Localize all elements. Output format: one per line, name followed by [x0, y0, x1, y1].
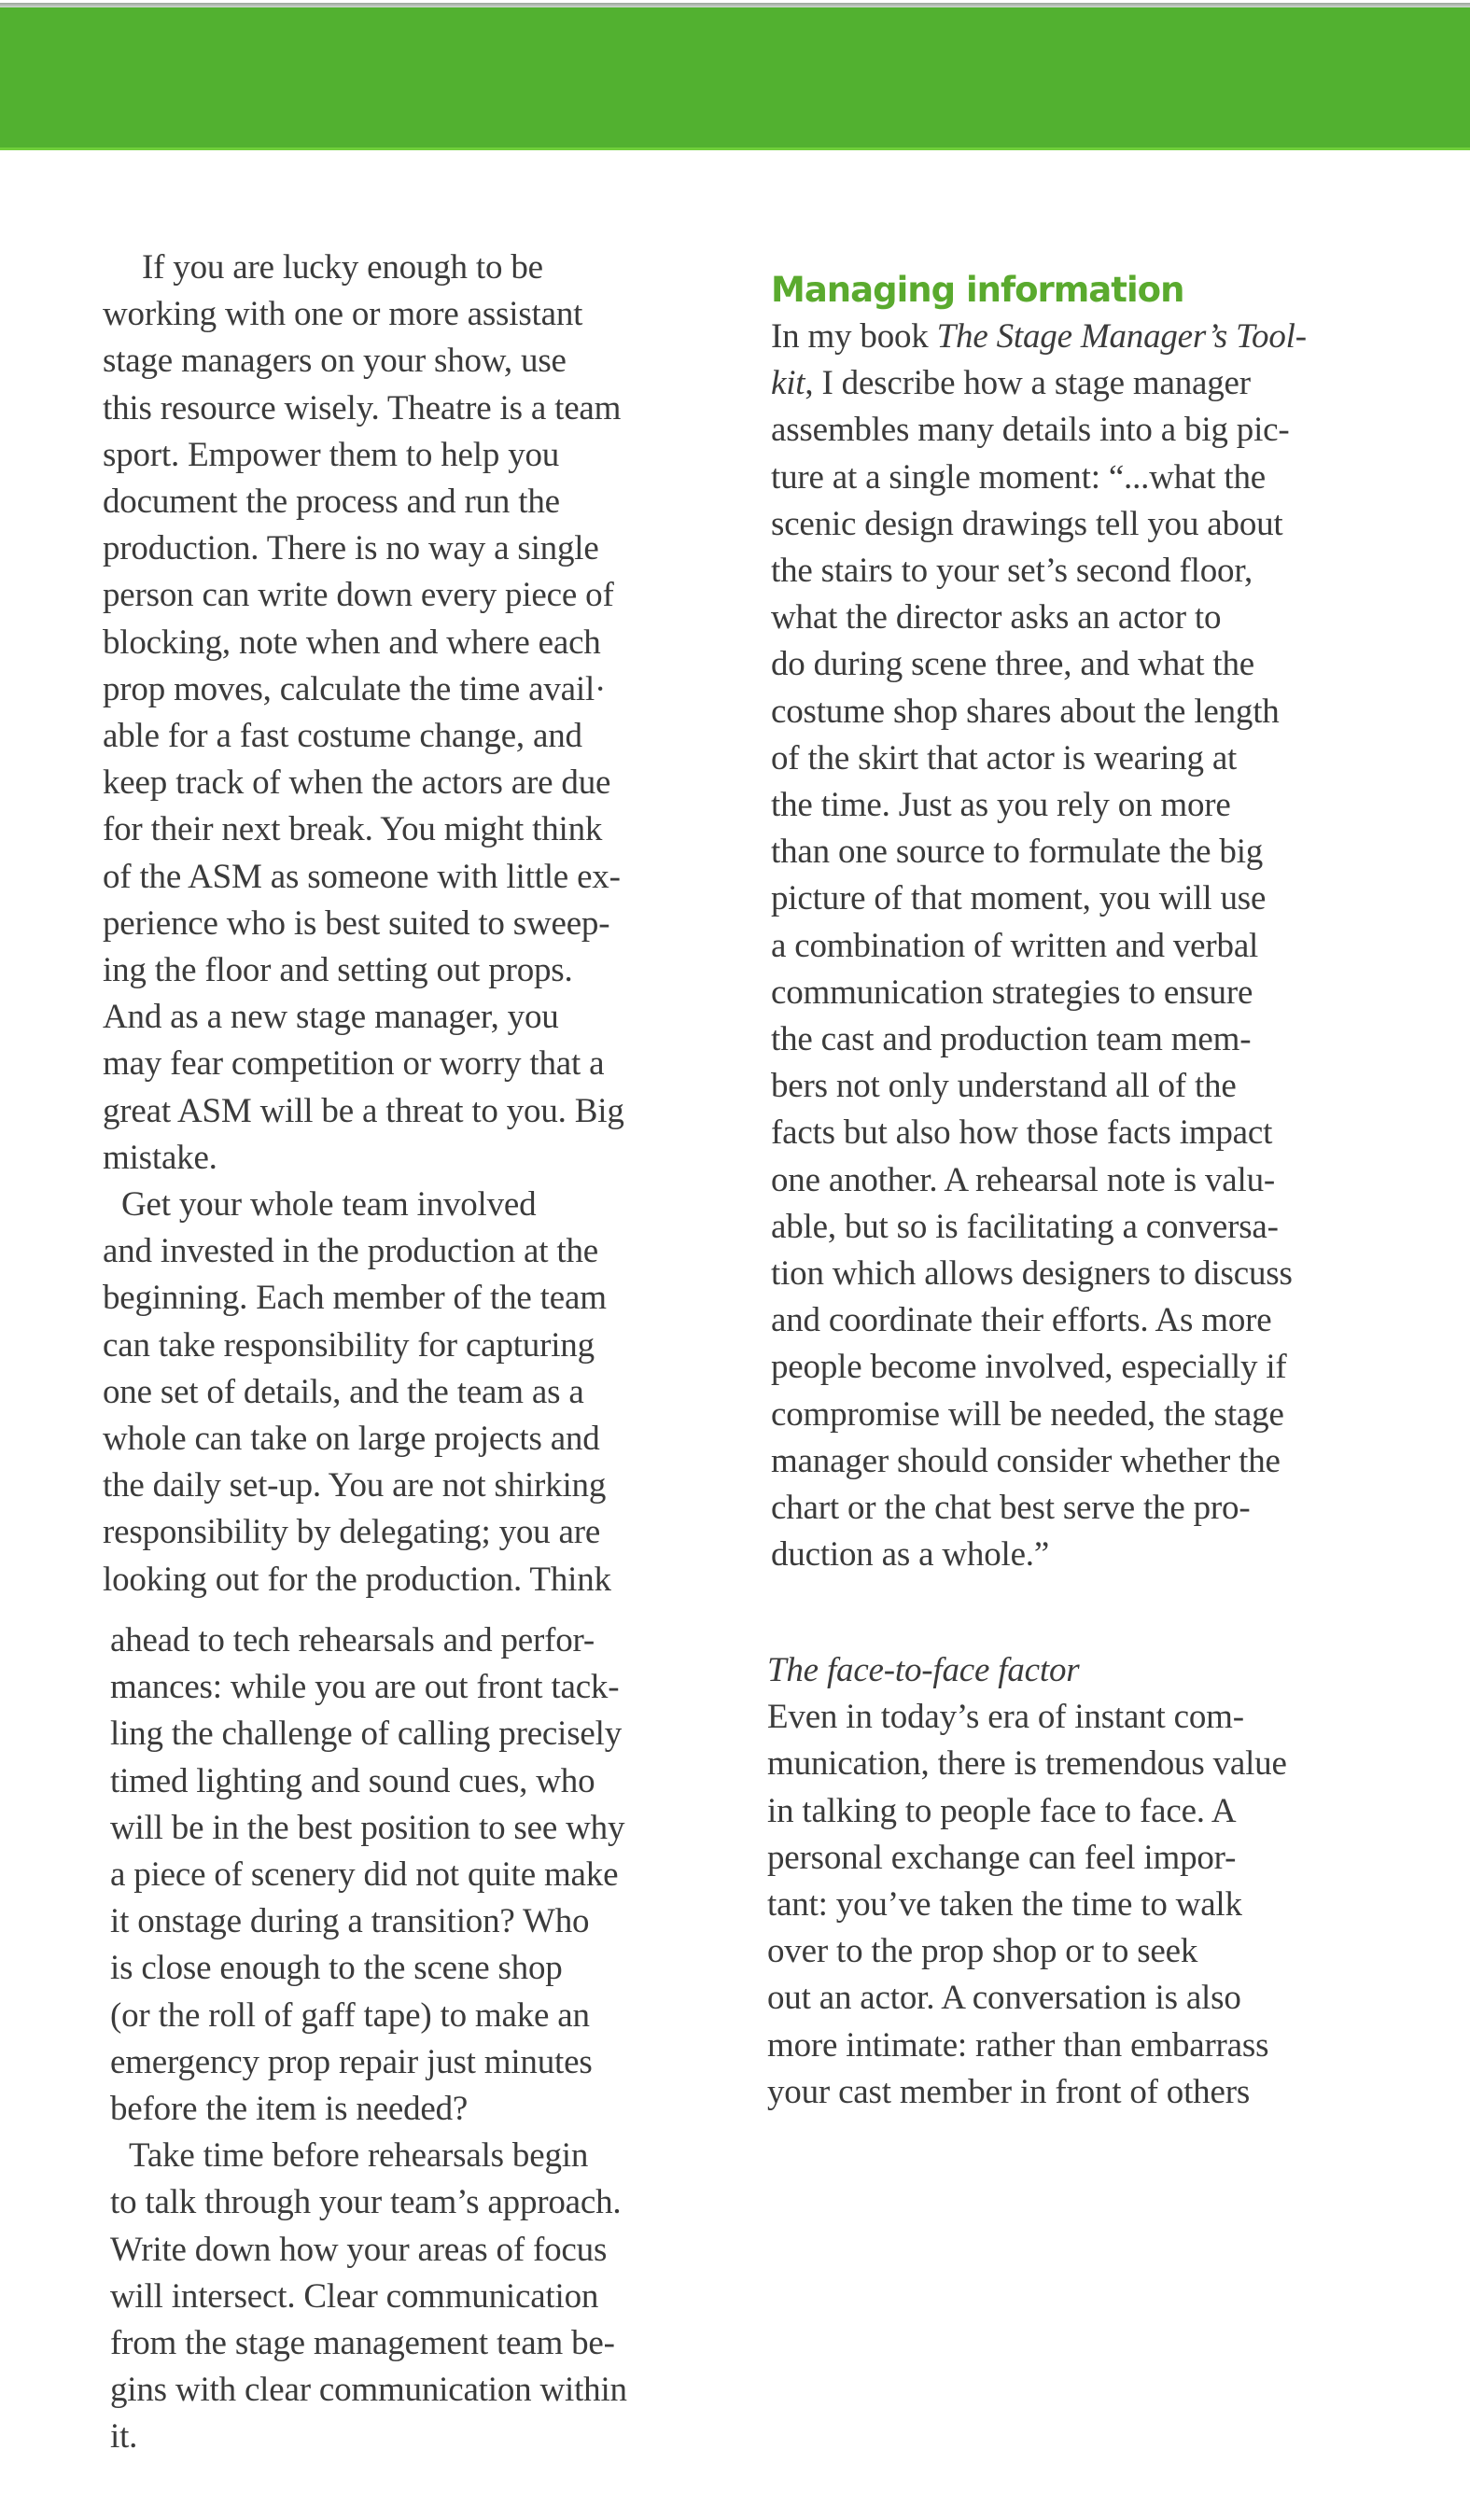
text-line: in talking to people face to face. A — [767, 1791, 1237, 1830]
text-line: Get your whole team involved — [121, 1185, 537, 1225]
text-line: this resource wisely. Theatre is a team — [103, 388, 622, 427]
text-line: is close enough to the scene shop — [110, 1949, 563, 1988]
text-line: production. There is no way a single — [103, 529, 599, 568]
text-line: ing the floor and setting out props. — [103, 951, 573, 990]
text-line: the cast and production team mem- — [771, 1020, 1252, 1059]
text-line: ling the challenge of calling precisely — [110, 1715, 623, 1754]
text-line: a combination of written and verbal — [771, 926, 1259, 965]
right-column-lower — [767, 1647, 1421, 2116]
text-line: can take responsibility for capturing — [103, 1325, 595, 1365]
text-line: And as a new stage manager, you — [103, 998, 559, 1037]
text-line: duction as a whole.” — [771, 1535, 1050, 1575]
text-line: tion which allows designers to discuss — [771, 1254, 1293, 1294]
text-line: personal exchange can feel impor- — [767, 1838, 1237, 1877]
text-line: mistake. — [103, 1138, 217, 1177]
text-line: to talk through your team’s approach. — [110, 2183, 622, 2222]
text-line: for their next break. You might think — [103, 810, 603, 849]
text-line: blocking, note when and where each — [103, 623, 601, 662]
paragraph-team-involved — [103, 1182, 719, 1603]
text-line: ahead to tech rehearsals and perfor- — [110, 1621, 595, 1659]
text-line: will intersect. Clear communication — [110, 2276, 599, 2316]
text-line: mances: while you are out front tack- — [110, 1668, 620, 1707]
text-line: costume shop shares about the length — [771, 692, 1280, 731]
paragraph-managing-information — [771, 407, 1424, 1578]
left-column-upper — [103, 245, 719, 1603]
text-line: prop moves, calculate the time avail· — [103, 669, 607, 708]
text-line: the stairs to your set’s second floor, — [771, 552, 1253, 591]
text-line: do during scene three, and what the — [771, 645, 1255, 684]
text-line: Take time before rehearsals begin — [129, 2136, 589, 2176]
text-line: facts but also how those facts impact — [771, 1113, 1273, 1153]
intro-prefix: In my book — [771, 317, 937, 356]
text-line: than one source to formulate the big — [771, 833, 1264, 872]
text-line: assembles many details into a big pic- — [771, 411, 1290, 450]
text-line: from the stage management team be- — [110, 2324, 615, 2363]
text-line: timed lighting and sound cues, who — [110, 1761, 595, 1800]
text-line: of the ASM as someone with little ex- — [103, 857, 621, 896]
text-line: what the director asks an actor to — [771, 598, 1222, 637]
text-line: the daily set-up. You are not shirking — [103, 1466, 607, 1505]
book-title-part2: kit — [771, 364, 805, 403]
text-line: (or the roll of gaff tape) to make an — [110, 1995, 590, 2035]
text-line: able for a fast costume change, and — [103, 717, 582, 756]
subsection-heading-face-to-face: The face-to-face factor — [767, 1651, 1080, 1689]
text-line: munication, there is tremendous value — [767, 1744, 1287, 1784]
text-line: may fear competition or worry that a — [103, 1044, 605, 1084]
text-line: it onstage during a transition? Who — [110, 1902, 590, 1941]
intro-line-1 — [771, 314, 1424, 360]
text-line: sport. Empower them to help you — [103, 435, 560, 474]
text-line: manager should consider whether the — [771, 1441, 1281, 1480]
text-line: tant: you’ve taken the time to walk — [767, 1885, 1242, 1925]
text-line: picture of that moment, you will use — [771, 879, 1267, 918]
text-line: gins with clear communication within — [110, 2371, 627, 2410]
text-line: and coordinate their efforts. As more — [771, 1301, 1272, 1340]
text-line: looking out for the production. Think — [103, 1560, 611, 1599]
text-line: of the skirt that actor is wearing at — [771, 738, 1238, 777]
text-line: communication strategies to ensure — [771, 973, 1253, 1012]
text-line: stage managers on your show, use — [103, 342, 567, 381]
text-line: it. — [110, 2417, 138, 2457]
paragraph-face-to-face — [767, 1694, 1421, 2116]
header-color-band — [0, 7, 1470, 150]
text-line: bers not only understand all of the — [771, 1067, 1237, 1106]
text-line: working with one or more assistant — [103, 295, 583, 334]
paragraph-assistant-stage-managers — [103, 245, 719, 1182]
text-line: one another. A rehearsal note is valu- — [771, 1160, 1276, 1199]
text-line: more intimate: rather than embarrass — [767, 2025, 1269, 2065]
text-line: great ASM will be a threat to you. Big — [103, 1091, 624, 1130]
text-line: a piece of scenery did not quite make — [110, 1855, 619, 1895]
text-line: scenic design drawings tell you about — [771, 504, 1283, 543]
paragraph-team-involved-continued — [110, 1617, 726, 2133]
text-line: beginning. Each member of the team — [103, 1279, 607, 1318]
section-heading-managing-information: Managing information — [771, 270, 1184, 310]
text-line: If you are lucky enough to be — [142, 248, 543, 287]
text-line: one set of details, and the team as a — [103, 1372, 584, 1411]
left-column-lower — [110, 1617, 726, 2461]
text-line: whole can take on large projects and — [103, 1420, 600, 1459]
paragraph-talk-through-approach — [110, 2133, 726, 2460]
text-line: will be in the best position to see why — [110, 1808, 625, 1847]
text-line: people become involved, especially if — [771, 1348, 1287, 1387]
text-line: document the process and run the — [103, 483, 560, 522]
text-line: emergency prop repair just minutes — [110, 2042, 593, 2081]
text-line: responsibility by delegating; you are — [103, 1513, 601, 1552]
text-line: your cast member in front of others — [767, 2072, 1251, 2111]
text-line: ture at a single moment: “...what the — [771, 457, 1266, 497]
book-title-part1: The Stage Manager’s Tool- — [936, 317, 1307, 356]
text-line: person can write down every piece of — [103, 576, 614, 615]
text-line: chart or the chat best serve the pro- — [771, 1489, 1251, 1528]
text-line: perience who is best suited to sweep- — [103, 903, 610, 943]
text-line: Even in today’s era of instant com- — [767, 1698, 1244, 1737]
right-column-upper — [771, 267, 1424, 1578]
intro-line-2 — [771, 360, 1424, 407]
text-line: out an actor. A conversation is also — [767, 1979, 1241, 2018]
text-line: before the item is needed? — [110, 2090, 469, 2129]
text-line: over to the prop shop or to seek — [767, 1932, 1198, 1971]
text-line: able, but so is facilitating a conversa- — [771, 1207, 1279, 1246]
text-line: Write down how your areas of focus — [110, 2230, 608, 2269]
text-line: compromise will be needed, the stage — [771, 1394, 1284, 1434]
intro-line-2-rest: , I describe how a stage manager — [805, 364, 1251, 403]
text-line: and invested in the production at the — [103, 1232, 599, 1271]
text-line: the time. Just as you rely on more — [771, 786, 1231, 825]
text-line: keep track of when the actors are due — [103, 763, 611, 803]
